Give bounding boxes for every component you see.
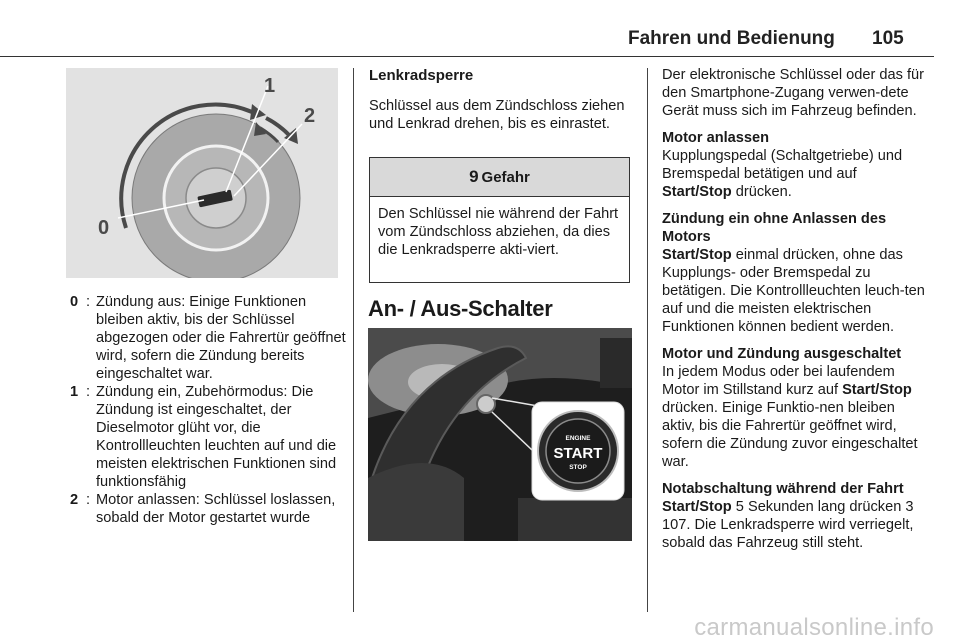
legend-text: Zündung aus: Einige Funktionen bleiben aktiv, bis der Schlüssel abgezogen oder die Fahrertür geöffnet wird, sofern die Zündung bereits eingeschaltet war. [96, 294, 346, 382]
danger-warning-icon: 9 [469, 167, 479, 186]
ignition-only-heading: Zündung ein ohne Anlassen des Motors [662, 211, 887, 245]
engine-off-text-end: drücken. Einige Funktio-nen bleiben aktiv, bis die Fahrertür geöffnet wird, sofern die Zündung zuvor eingeschaltet war. [662, 400, 918, 470]
legend-key: 0 [70, 294, 79, 310]
steering-lock-text: Schlüssel aus dem Zündschloss ziehen und Lenkrad drehen, bis es einrastet. [369, 98, 625, 132]
legend-colon: : [85, 384, 91, 400]
intro-paragraph: Der elektronische Schlüssel oder das für den Smartphone-Zugang verwen-dete Gerät muss sich im Fahrzeug befinden. [662, 67, 925, 119]
start-stop-label: Start/Stop [662, 184, 732, 200]
start-button-stop-label: STOP [569, 464, 587, 471]
ignition-only-text: einmal drücken, ohne das Kupplungs- oder Bremspedal zu betätigen. Die Kontrollleuchten leuch-ten auf und die meisten elektrischen Funktionen können bedient werden. [662, 247, 925, 335]
emergency-off-text-end: . Die Lenkradsperre wird verriegelt, sobald das Fahrzeug still steht. [662, 517, 914, 551]
start-stop-label: Start/Stop [662, 499, 732, 515]
legend-item [70, 383, 355, 491]
start-engine-paragraph [662, 129, 928, 201]
start-button-start-label: START [553, 445, 603, 462]
start-button-engine-label: ENGINE [565, 435, 591, 442]
start-engine-text-end: drücken. [731, 184, 792, 200]
engine-off-heading: Motor und Zündung ausgeschaltet [662, 346, 902, 362]
legend-item [70, 293, 355, 383]
legend-colon: : [85, 294, 91, 310]
ignition-label-2: 2 [304, 105, 316, 127]
start-stop-label: Start/Stop [842, 382, 912, 398]
ignition-label-0: 0 [98, 217, 110, 239]
legend-key: 1 [70, 384, 79, 400]
watermark: carmanualsonline.info [694, 614, 934, 641]
steering-wheel-spoke [368, 463, 464, 541]
page-number: 105 [872, 28, 904, 49]
emergency-off-paragraph [662, 480, 928, 552]
column-divider-right [647, 68, 648, 612]
ignition-legend [70, 293, 355, 527]
header-rule [0, 56, 934, 57]
danger-header [370, 158, 629, 197]
danger-box [369, 157, 630, 283]
danger-title: Gefahr [481, 168, 530, 186]
emergency-off-heading: Notabschaltung während der Fahrt [662, 481, 904, 497]
header-title: Fahren und Bedienung [628, 28, 835, 49]
danger-text: Den Schlüssel nie während der Fahrt vom Zündschloss abziehen, da dies die Lenkradsperre akti-viert. [378, 206, 619, 258]
start-button-figure [368, 328, 632, 541]
legend-text: Zündung ein, Zubehörmodus: Die Zündung ist eingeschaltet, der Dieselmotor glüht vor, die Kontrollleuchten leuchten auf und die meisten elektrischen Funktionen sind funktionsfähig [96, 384, 337, 490]
ignition-figure [66, 68, 338, 278]
steering-lock-heading: Lenkradsperre [369, 67, 474, 84]
legend-item [70, 491, 355, 527]
engine-off-paragraph [662, 345, 928, 471]
page-reference-link[interactable]: 3 107 [662, 499, 914, 533]
air-vent [600, 338, 632, 388]
right-column [662, 66, 928, 561]
start-engine-text: Kupplungspedal (Schaltgetriebe) und Bremspedal betätigen und auf [662, 148, 903, 182]
engine-off-text: In jedem Modus oder bei laufendem Motor im Stillstand kurz auf [662, 364, 895, 398]
legend-colon: : [85, 492, 91, 508]
emergency-off-text: 5 Sekunden lang drücken [731, 499, 906, 515]
legend-key: 2 [70, 492, 79, 508]
section-title: An- / Aus-Schalter [368, 296, 553, 321]
start-stop-label: Start/Stop [662, 247, 732, 263]
ignition-only-paragraph [662, 210, 928, 336]
legend-text: Motor anlassen: Schlüssel loslassen, sobald der Motor gestartet wurde [96, 492, 336, 526]
center-console [518, 498, 632, 541]
start-engine-heading: Motor anlassen [662, 130, 770, 146]
ignition-label-1: 1 [264, 75, 276, 97]
